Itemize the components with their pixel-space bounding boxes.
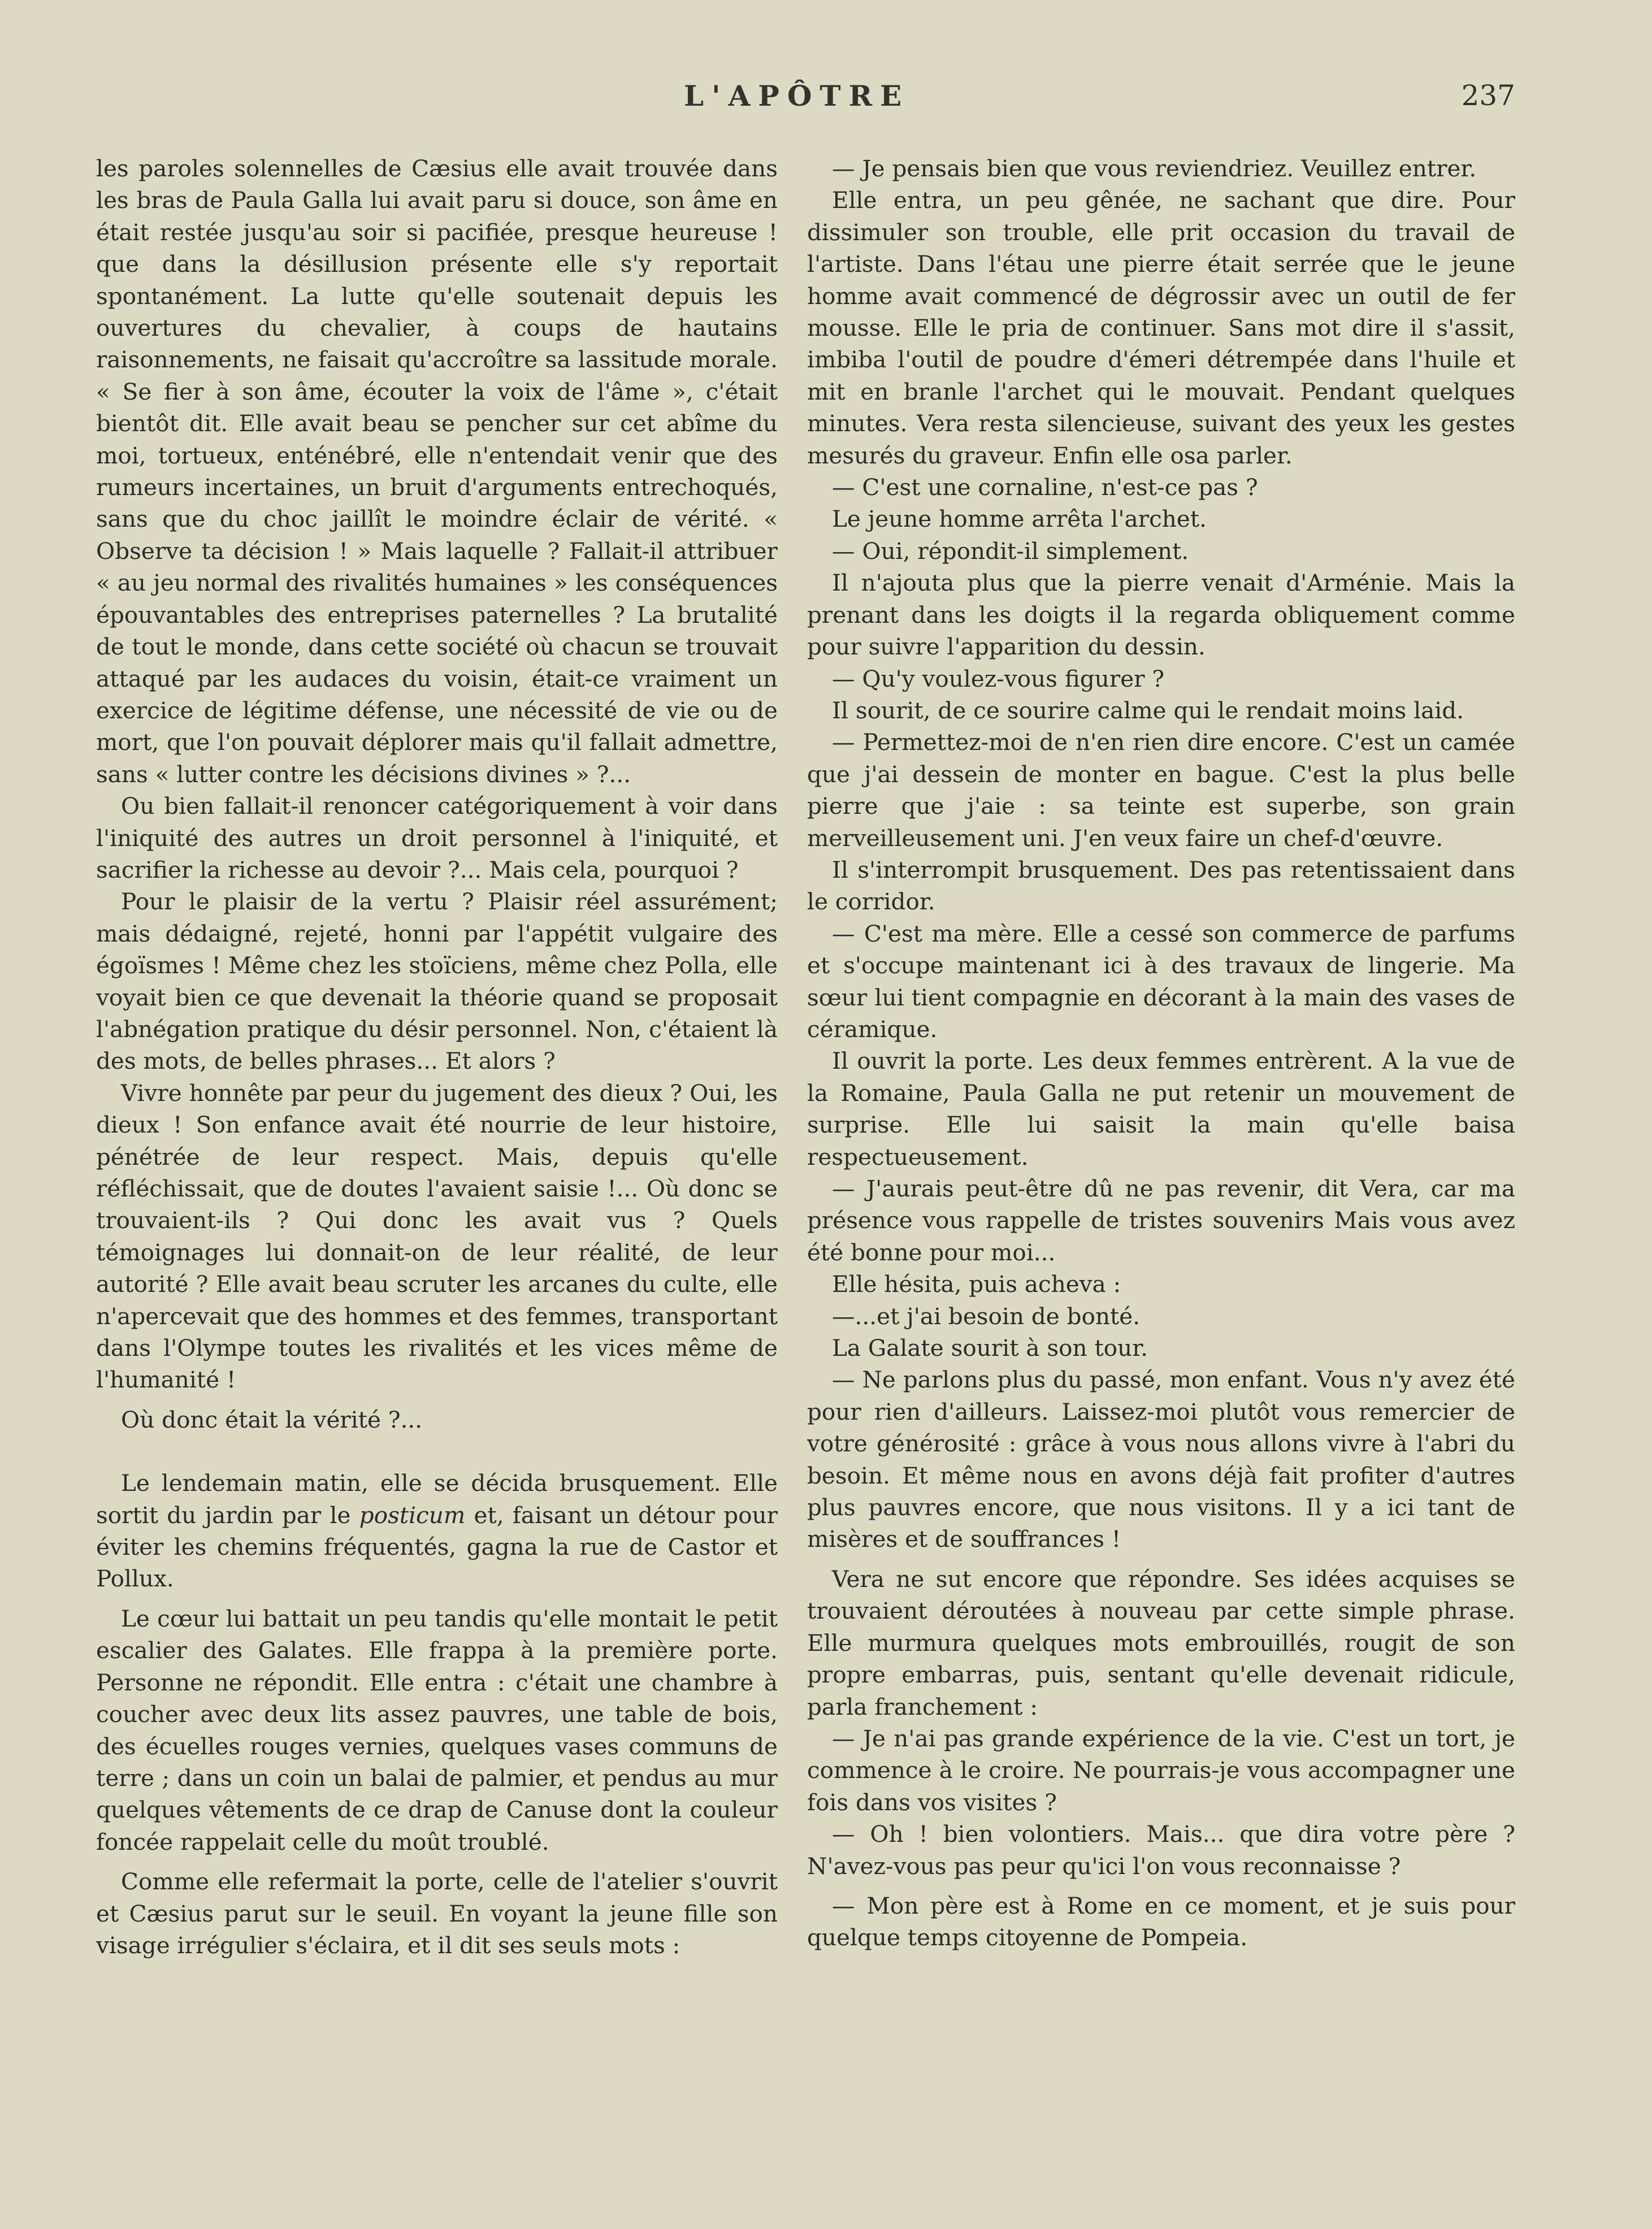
dialogue-line: — Oh ! bien volontiers. Mais... que dira votre père ? N'avez-vous pas peur qu'ici l'on vous reconnaisse ?	[807, 1820, 1515, 1880]
paragraph: Vera ne sut encore que répondre. Ses idées acquises se trouvaient déroutées à nouveau par cette simple phrase. Elle murmura quelques mots embrouillés, rougit de son propre embarras, puis, sentant qu'elle devenait ridicule, parla franchement :	[807, 1565, 1515, 1720]
paragraph: Vivre honnête par peur du jugement des dieux ? Oui, les dieux ! Son enfance avait été nourrie de leur histoire, pénétrée de leur respect. Mais, depuis qu'elle réfléchissait, que de doutes l'avaient saisie !... Où donc se trouvaient-ils ? Qui donc les avait vus ? Quels témoignages lui donnait-on de leur réalité, de leur autorité ? Elle avait beau scruter les arcanes du culte, elle n'apercevait que des hommes et des femmes, transportant dans l'Olympe toutes les rivalités et les vices même de l'humanité !	[96, 1079, 778, 1394]
paragraph-text: et, faisant un détour pour éviter les chemins fréquentés, gagna la rue de Castor et Pollux.	[96, 1501, 778, 1593]
paragraph: Pour le plaisir de la vertu ? Plaisir réel assurément; mais dédaigné, rejeté, honni par l'appétit vulgaire des égoïsmes ! Même chez les stoïciens, même chez Polla, elle voyait bien ce que devenait la théorie quand se proposait l'abnégation pratique du désir personnel. Non, c'étaient là des mots, de belles phrases... Et alors ?	[96, 888, 778, 1075]
paragraph: Il n'ajouta plus que la pierre venait d'Arménie. Mais la prenant dans les doigts il la regarda obliquement comme pour suivre l'apparition du dessin.	[807, 569, 1515, 661]
dialogue-line: — Mon père est à Rome en ce moment, et je suis pour quelque temps citoyenne de Pompeia.	[807, 1892, 1515, 1952]
paragraph: Il ouvrit la porte. Les deux femmes entrèrent. A la vue de la Romaine, Paula Galla ne put retenir un mouvement de surprise. Elle lui saisit la main qu'elle baisa respectueusement.	[807, 1047, 1515, 1170]
running-title: L'APÔTRE	[684, 79, 910, 112]
italic-term: posticum	[359, 1501, 466, 1529]
paragraph: Le cœur lui battait un peu tandis qu'elle montait le petit escalier des Galates. Elle frappa à la première porte. Personne ne répondit. Elle entra : c'était une chambre à coucher avec deux lits assez pauvres, une table de bois, des écuelles rouges vernies, quelques vases communs de terre ; dans un coin un balai de palmier, et pendus au mur quelques vêtements de ce drap de Canuse dont la couleur foncée rappelait celle du moût troublé.	[96, 1604, 778, 1855]
paragraph: Elle hésita, puis acheva :	[832, 1270, 1121, 1298]
paragraph: Il s'interrompit brusquement. Des pas retentissaient dans le corridor.	[807, 856, 1515, 916]
dialogue-line: — Ne parlons plus du passé, mon enfant. Vous n'y avez été pour rien d'ailleurs. Laissez-moi plutôt vous remercier de votre générosité : grâce à vous nous allons vivre à l'abri du besoin. Et même nous en avons déjà fait profiter d'autres plus pauvres encore, que nous visitons. Il y a ici tant de misères et de souffrances !	[807, 1366, 1515, 1553]
paragraph: Elle entra, un peu gênée, ne sachant que dire. Pour dissimuler son trouble, elle prit occasion du travail de l'artiste. Dans l'étau une pierre était serrée que le jeune homme avait commencé de dégrossir avec un outil de fer mousse. Elle le pria de continuer. Sans mot dire il s'assit, imbiba l'outil de poudre d'émeri détrempée dans l'huile et mit en branle l'archet qui le mouvait. Pendant quelques minutes. Vera resta silencieuse, suivant des yeux les gestes mesurés du graveur. Enfin elle osa parler.	[807, 187, 1515, 469]
paragraph: Il sourit, de ce sourire calme qui le rendait moins laid.	[832, 696, 1464, 724]
dialogue-line: —...et j'ai besoin de bonté.	[832, 1302, 1141, 1330]
right-column	[807, 153, 1515, 1954]
dialogue-line: — Permettez-moi de n'en rien dire encore. C'est un camée que j'ai dessein de monter en bague. C'est la plus belle pierre que j'aie : sa teinte est superbe, son grain merveilleusement uni. J'en veux faire un chef-d'œuvre.	[807, 728, 1515, 852]
paragraph: La Galate sourit à son tour.	[832, 1334, 1148, 1362]
paragraph-text: Le lendemain matin, elle se décida brusquement. Elle sortit du jardin par le	[96, 1469, 778, 1529]
dialogue-line: — Qu'y voulez-vous figurer ?	[832, 665, 1165, 692]
paragraph: Le jeune homme arrêta l'archet.	[832, 505, 1207, 533]
paragraph: les paroles solennelles de Cæsius elle avait trouvée dans les bras de Paula Galla lui avait paru si douce, son âme en était restée jusqu'au soir si pacifiée, presque heureuse ! que dans la désillusion présente elle s'y reportait spontanément. La lutte qu'elle soutenait depuis les ouvertures du chevalier, à coups de hautains raisonnements, ne faisait qu'accroître sa lassitude morale. « Se fier à son âme, écouter la voix de l'âme », c'était bientôt dit. Elle avait beau se pencher sur cet abîme du moi, tortueux, enténébré, elle n'entendait venir que des rumeurs incertaines, un bruit d'arguments entrechoqués, sans que du choc jaillît le moindre éclair de vérité. « Observe ta décision ! » Mais laquelle ? Fallait-il attribuer « au jeu normal des rivalités humaines » les conséquences épouvantables des entreprises paternelles ? La brutalité de tout le monde, dans cette société où chacun se trouvait attaqué par les audaces du voisin, était-ce vraiment un exercice de légitime défense, une nécessité de vie ou de mort, que l'on pouvait déplorer mais qu'il fallait admettre, sans « lutter contre les décisions divines » ?...	[96, 155, 778, 788]
dialogue-line: — Oui, répondit-il simplement.	[832, 537, 1189, 565]
dialogue-line: — C'est ma mère. Elle a cessé son commerce de parfums et s'occupe maintenant ici à des travaux de lingerie. Ma sœur lui tient compagnie en décorant à la main des vases de céramique.	[807, 920, 1515, 1043]
paragraph	[96, 1467, 778, 1595]
page-header	[0, 79, 1652, 119]
dialogue-line: — Je n'ai pas grande expérience de la vie. C'est un tort, je commence à le croire. Ne pourrais-je vous accompagner une fois dans vos visites ?	[807, 1724, 1515, 1816]
dialogue-line: — J'aurais peut-être dû ne pas revenir, dit Vera, car ma présence vous rappelle de tristes souvenirs Mais vous avez été bonne pour moi...	[807, 1175, 1515, 1266]
dialogue-line: — Je pensais bien que vous reviendriez. Veuillez entrer.	[832, 155, 1477, 182]
paragraph: Comme elle refermait la porte, celle de l'atelier s'ouvrit et Cæsius parut sur le seuil. En voyant la jeune fille son visage irrégulier s'éclaira, et il dit ses seuls mots :	[96, 1868, 778, 1959]
page-number: 237	[1461, 79, 1515, 112]
dialogue-line: — C'est une cornaline, n'est-ce pas ?	[832, 474, 1258, 501]
left-column	[96, 153, 778, 1961]
paragraph: Où donc était la vérité ?...	[121, 1406, 423, 1433]
paragraph: Ou bien fallait-il renoncer catégoriquement à voir dans l'iniquité des autres un droit personnel à l'iniquité, et sacrifier la richesse au devoir ?... Mais cela, pourquoi ?	[96, 792, 778, 883]
